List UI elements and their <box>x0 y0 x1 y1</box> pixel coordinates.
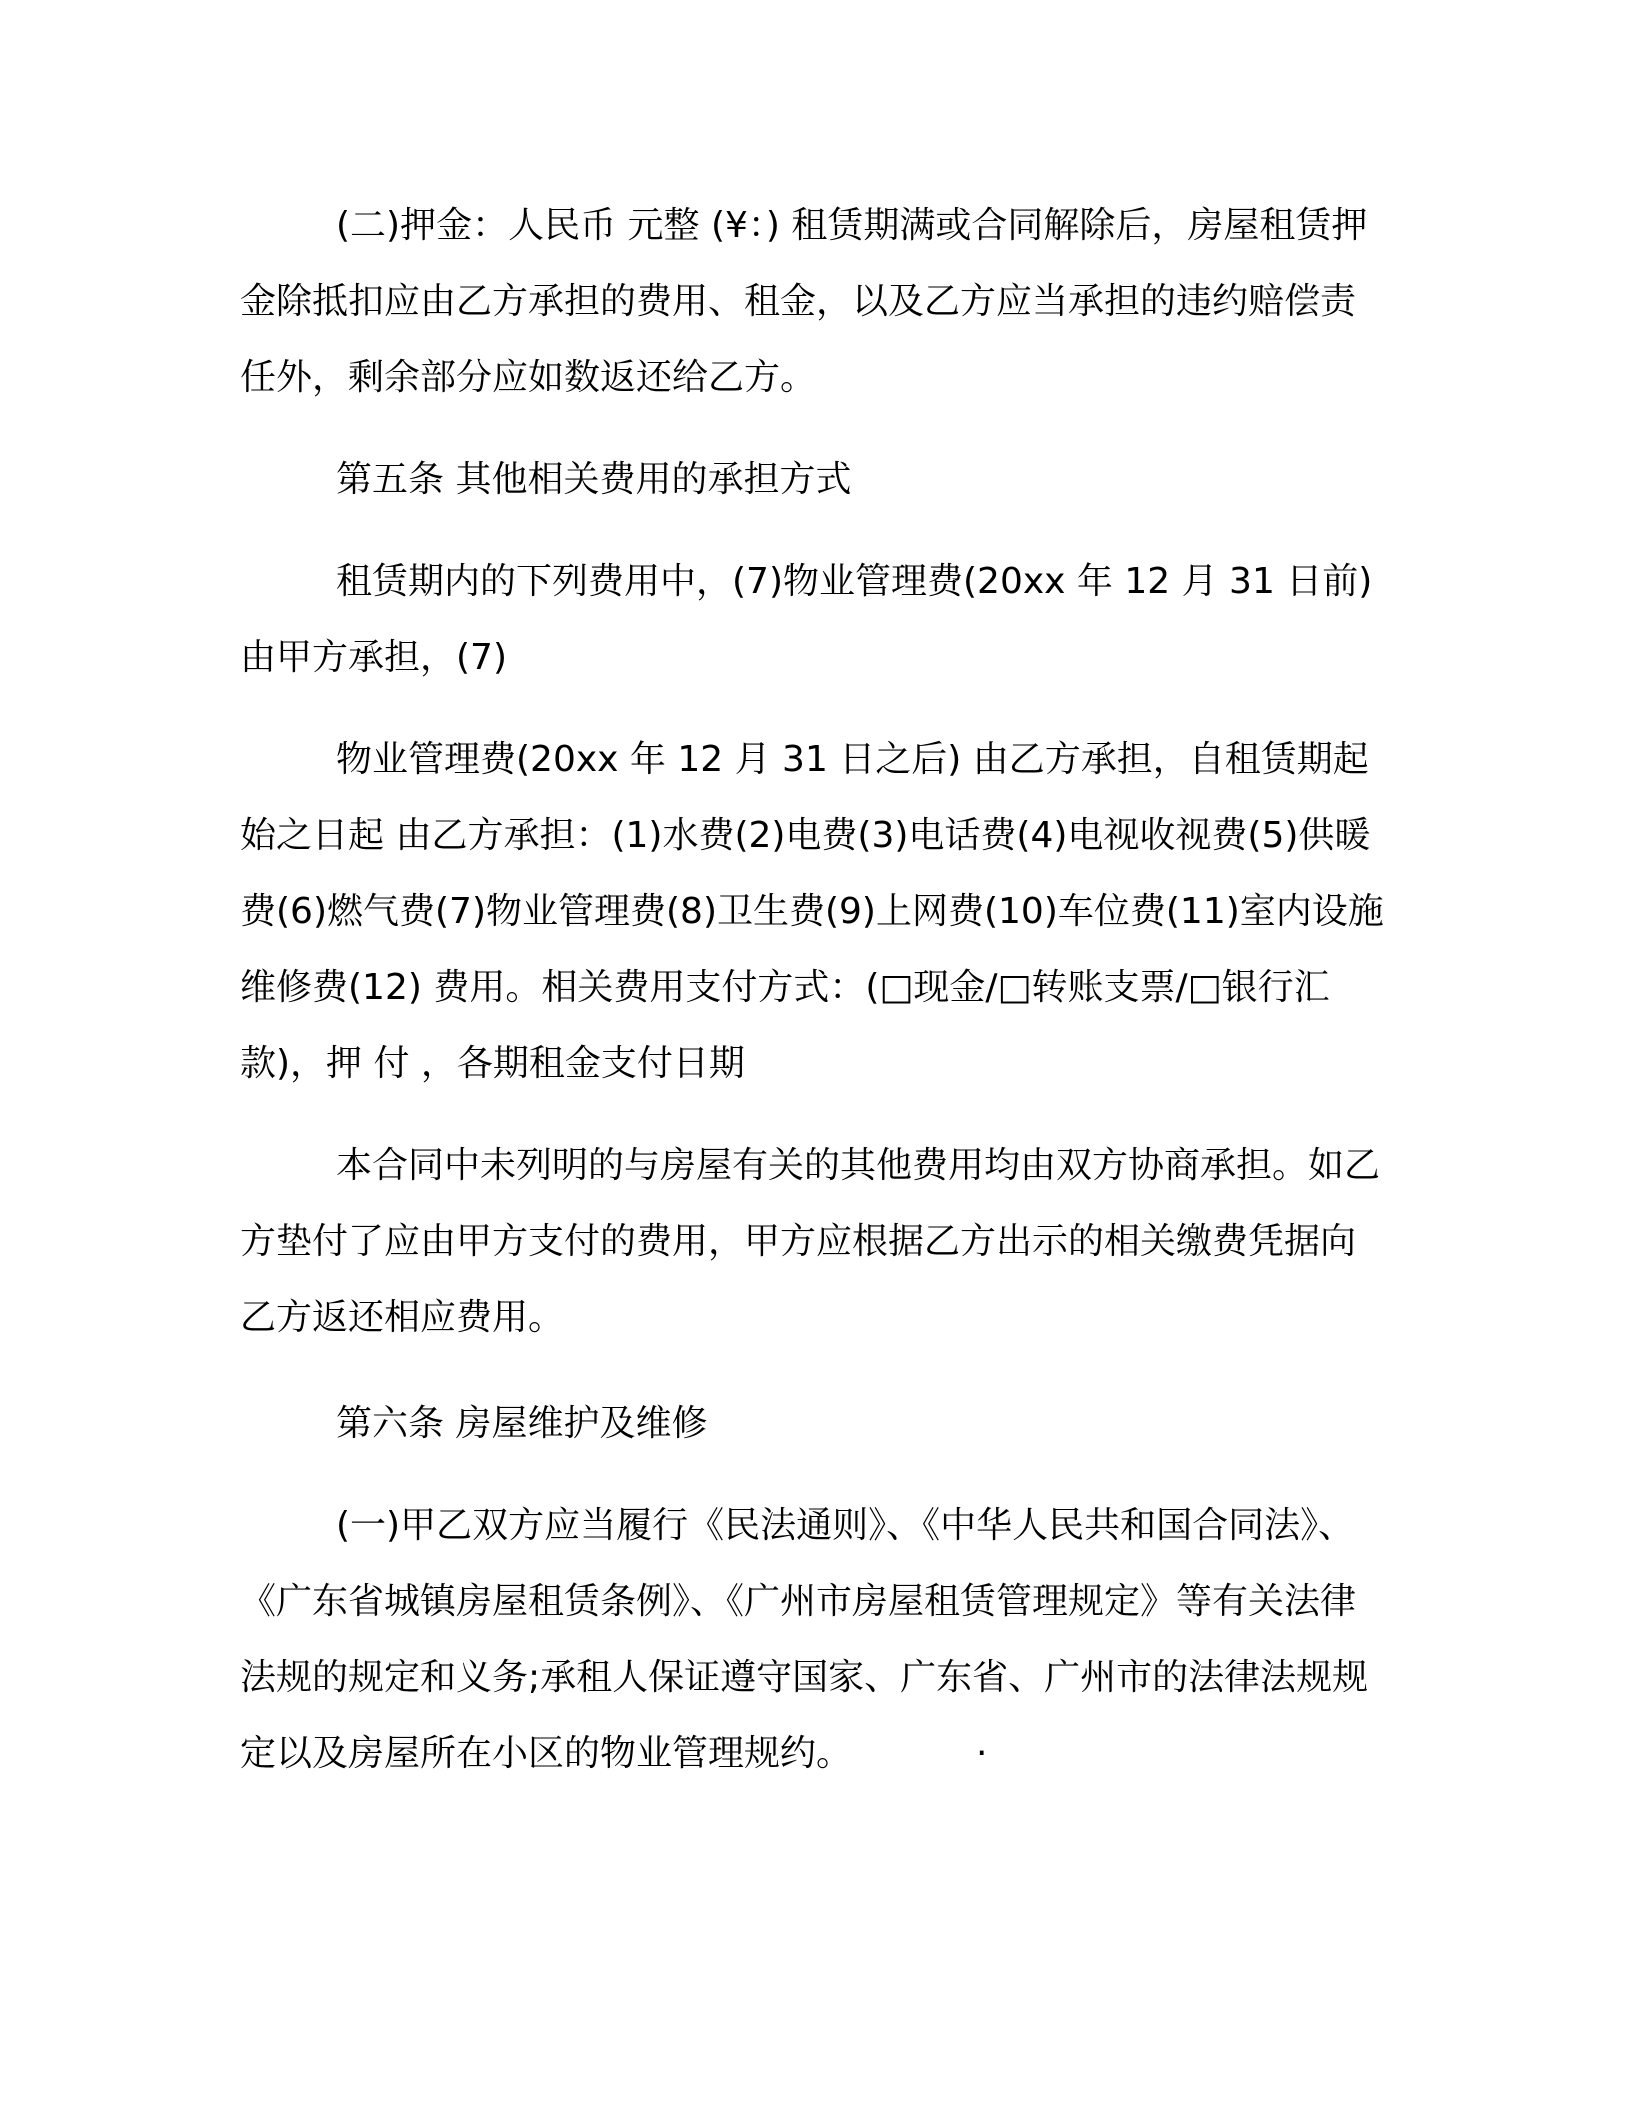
paragraph-other-fees: 本合同中未列明的与房屋有关的其他费用均由双方协商承担。如乙方垫付了应由甲方支付的费用，甲方应根据乙方出示的相关缴费凭据向乙方返还相应费用。 <box>240 1145 1381 1338</box>
paragraph-obligations <box>240 1488 1390 1792</box>
paragraph-deposit: (二)押金：人民币 元整 (¥：) 租赁期满或合同解除后，房屋租赁押金除抵扣应由乙方承担的费用、租金，以及乙方应当承担的违约赔偿责任外，剩余部分应如数返还给乙方。 <box>240 205 1368 398</box>
paragraph-fees-lessee: 物业管理费(20xx 年 12 月 31 日之后) 由乙方承担，自租赁期起始之日起 由乙方承担：(1)水费(2)电费(3)电话费(4)电视收视费(5)供暖费(6)燃气费(7)物业管理费(8)卫生费(9)上网费(10)车位费(11)室内设施维修费(12) 费用。相关费用支付方式：(□现金/□转账支票/□银行汇款)，押 付 ，各期租金支付日期 <box>240 739 1384 1084</box>
heading-article-6: 第六条 房屋维护及维修 <box>336 1403 708 1444</box>
document-page <box>240 188 1390 1792</box>
heading-article-5: 第五条 其他相关费用的承担方式 <box>336 459 852 500</box>
paragraph-fees-lessor: 租赁期内的下列费用中，(7)物业管理费(20xx 年 12 月 31 日前) 由甲方承担，(7) <box>240 561 1373 678</box>
paragraph-obligations-text: (一)甲乙双方应当履行《民法通则》、《中华人民共和国合同法》、《广东省城镇房屋租赁条例》、《广州市房屋租赁管理规定》等有关法律法规的规定和义务;承租人保证遵守国家、广东省、广州市的法律法规规定以及房屋所在小区的物业管理规约。 <box>240 1505 1369 1774</box>
trailing-dot: · <box>976 1733 988 1774</box>
